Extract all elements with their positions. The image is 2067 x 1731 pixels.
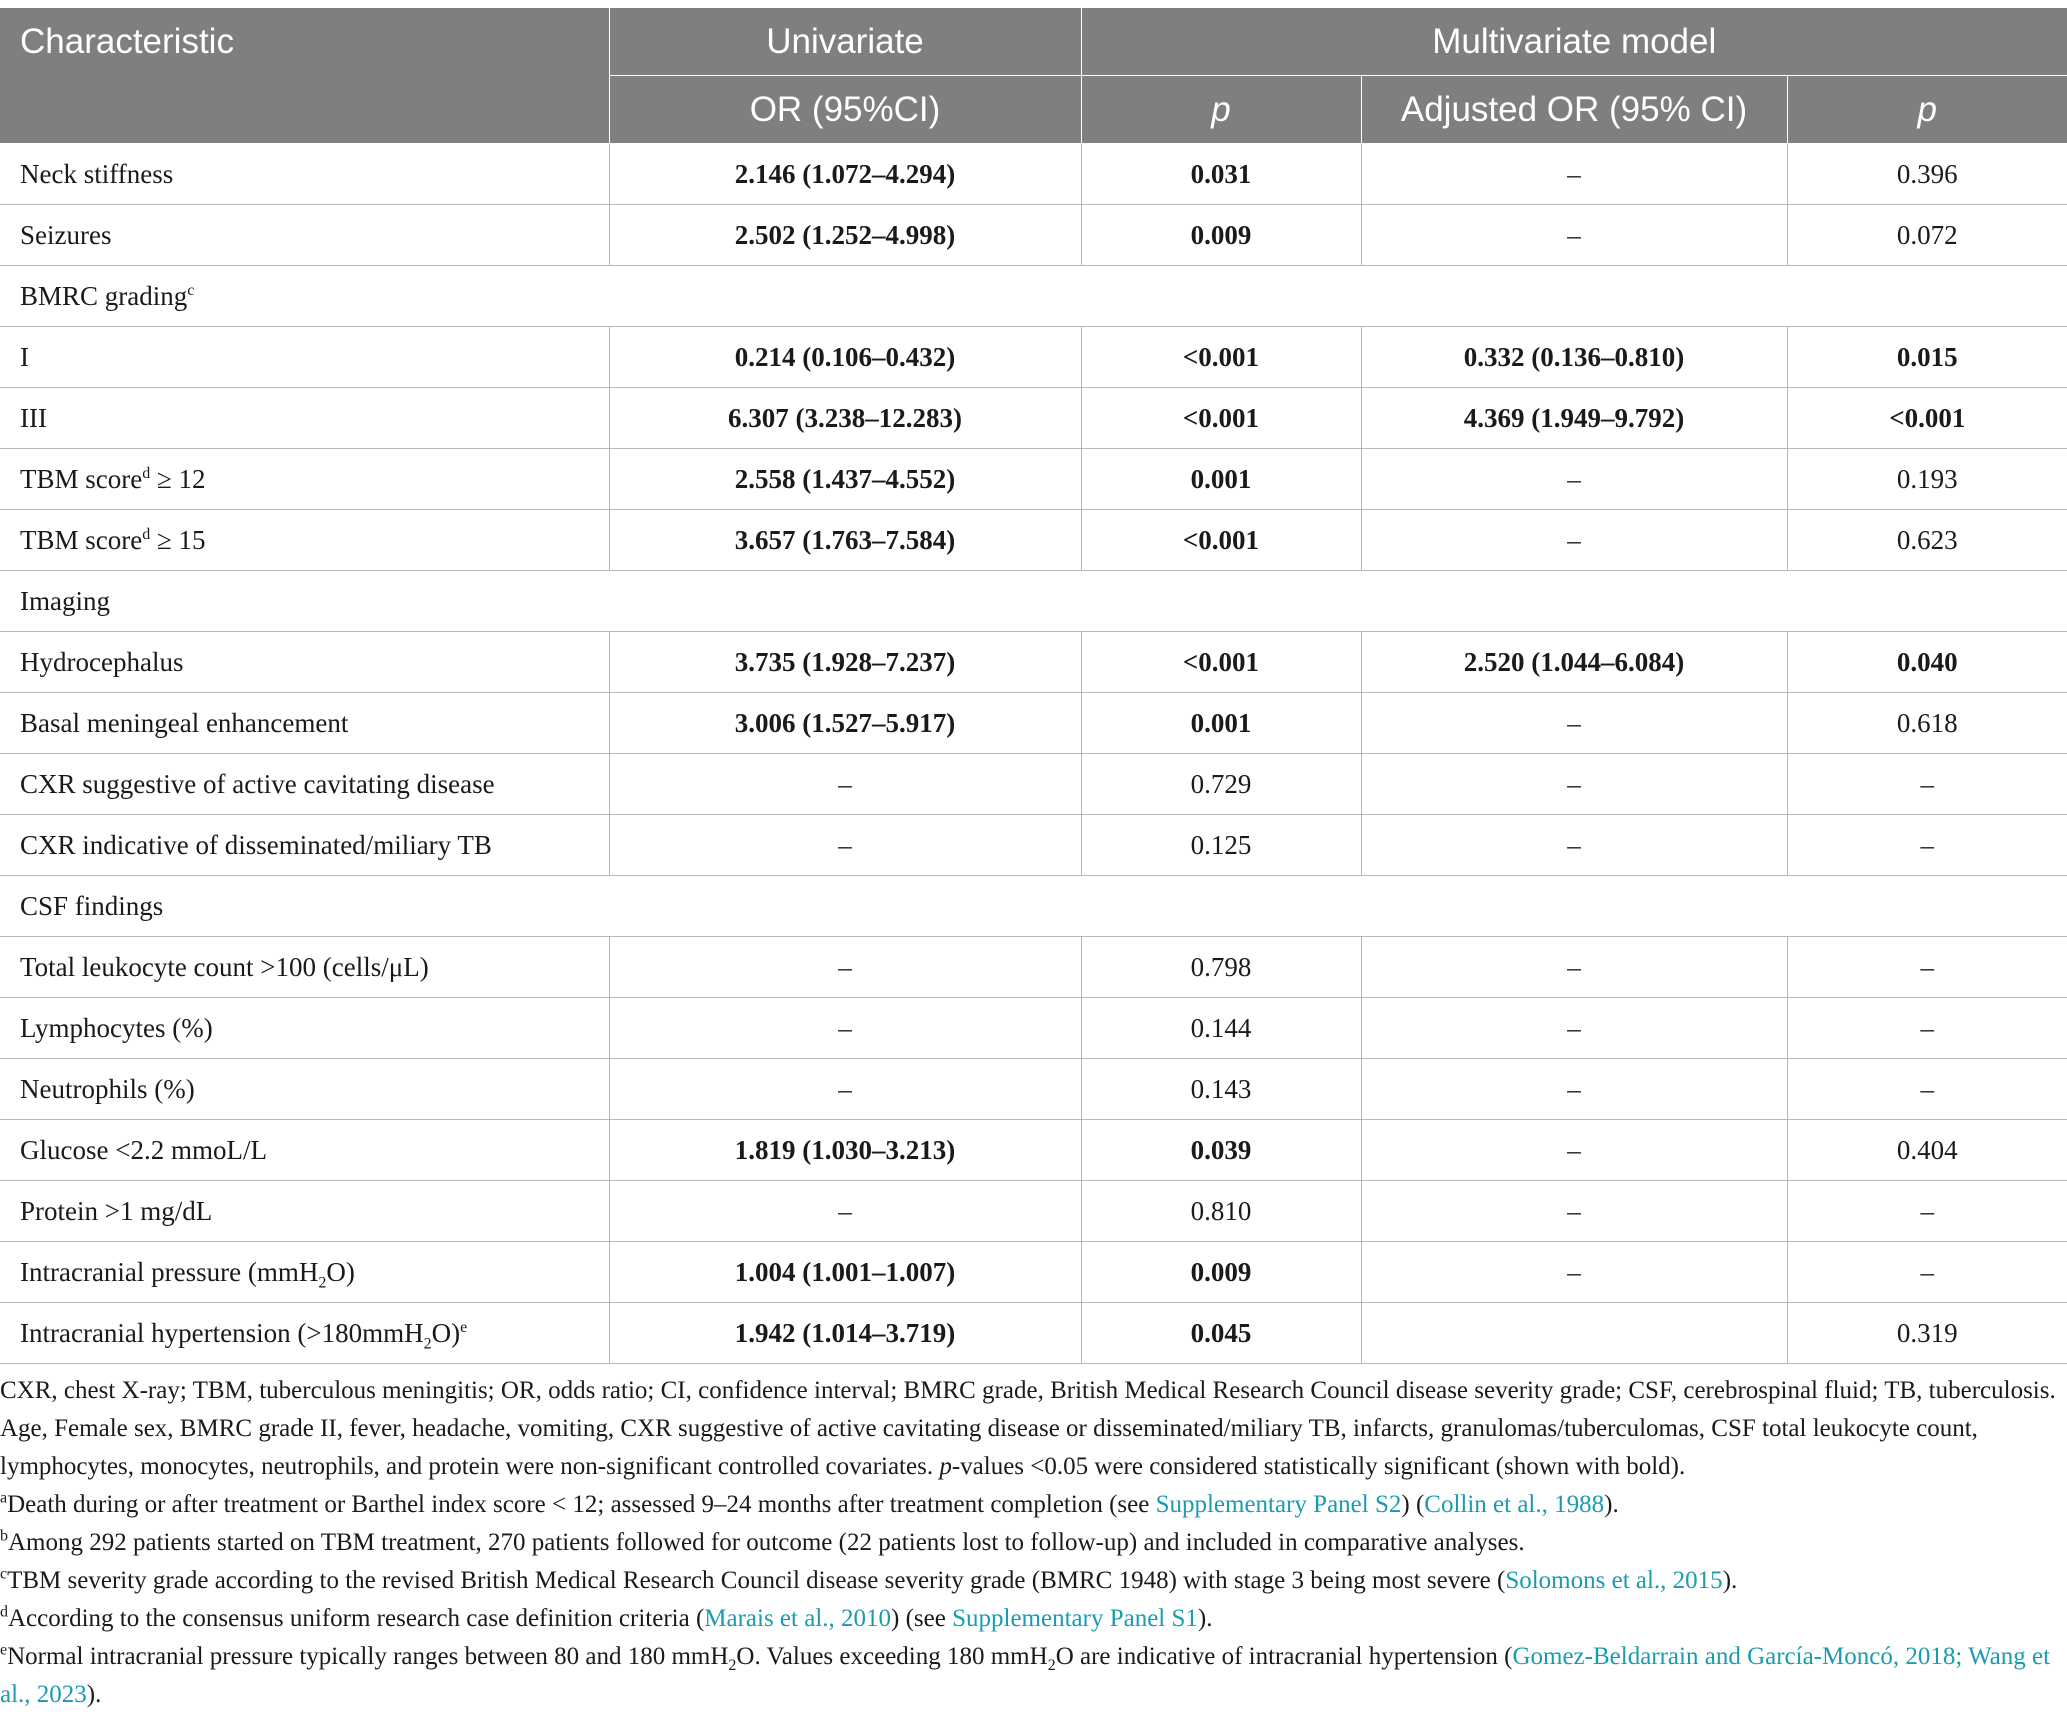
table-row	[0, 205, 2067, 266]
footnote-d-end: ).	[1197, 1605, 1213, 1632]
header-multivariate: Multivariate model	[1081, 8, 2067, 76]
table-row	[0, 449, 2067, 510]
row-label-text: Lymphocytes (%)	[20, 1012, 213, 1043]
cell-p: 0.143	[1081, 1059, 1361, 1120]
footnote-e-text3: O are indicative of intracranial hypertension (	[1055, 1643, 1513, 1670]
footnote-c	[0, 1562, 2060, 1600]
row-label-text-post: O)	[326, 1256, 355, 1287]
table-row	[0, 510, 2067, 571]
footnote-e-sub2: 2	[1047, 1657, 1056, 1674]
table-row	[0, 1059, 2067, 1120]
cell-p-adjusted: –	[1787, 998, 2067, 1059]
cell-adjusted-or: –	[1361, 1120, 1787, 1181]
footnote-d-marker: d	[0, 1603, 8, 1621]
cell-p: 0.810	[1081, 1181, 1361, 1242]
cell-or-ci: –	[609, 937, 1081, 998]
row-label	[0, 693, 609, 754]
cell-p-adjusted: 0.623	[1787, 510, 2067, 571]
cell-p: 0.001	[1081, 449, 1361, 510]
cell-adjusted-or: 2.520 (1.044–6.084)	[1361, 632, 1787, 693]
header-p-adjusted	[1787, 76, 2067, 144]
row-label-subscript: 2	[423, 1334, 432, 1352]
cell-or-ci: –	[609, 1181, 1081, 1242]
cell-p: <0.001	[1081, 388, 1361, 449]
section-label-text: BMRC grading	[20, 280, 188, 311]
cell-p-adjusted: –	[1787, 815, 2067, 876]
cell-or-ci: 3.735 (1.928–7.237)	[609, 632, 1081, 693]
cell-p-adjusted: –	[1787, 754, 2067, 815]
footnote-abbreviations	[0, 1372, 2060, 1486]
row-label-footnote-marker: d	[142, 525, 151, 543]
row-label-text: III	[20, 402, 47, 433]
table-row	[0, 754, 2067, 815]
row-label-text-post: O)	[431, 1317, 461, 1348]
cell-or-ci: –	[609, 754, 1081, 815]
row-label-text: Intracranial pressure (mmH	[20, 1256, 319, 1287]
link-marais-2010[interactable]: Marais et al., 2010	[704, 1605, 892, 1632]
cell-adjusted-or: 0.332 (0.136–0.810)	[1361, 327, 1787, 388]
cell-p: 0.729	[1081, 754, 1361, 815]
cell-p: 0.009	[1081, 1242, 1361, 1303]
cell-p: <0.001	[1081, 632, 1361, 693]
cell-p-adjusted: 0.072	[1787, 205, 2067, 266]
row-label-text: TBM score	[20, 463, 143, 494]
cell-or-ci: –	[609, 998, 1081, 1059]
footnote-d	[0, 1600, 2060, 1638]
cell-adjusted-or: –	[1361, 1059, 1787, 1120]
header-p2-label: p	[1917, 89, 1937, 129]
row-label-text: TBM score	[20, 524, 143, 555]
cell-p-adjusted: 0.319	[1787, 1303, 2067, 1364]
row-label-text: Protein >1 mg/dL	[20, 1195, 213, 1226]
header-p-label: p	[1211, 89, 1231, 129]
footnote-a-text: Death during or after treatment or Barthel index score < 12; assessed 9–24 months after treatment completion (see	[7, 1491, 1156, 1518]
footnote-c-end: ).	[1722, 1567, 1738, 1594]
row-label	[0, 1059, 609, 1120]
cell-or-ci: 3.657 (1.763–7.584)	[609, 510, 1081, 571]
link-collin-1988[interactable]: Collin et al., 1988	[1424, 1491, 1605, 1518]
row-label-text: Hydrocephalus	[20, 646, 184, 677]
cell-adjusted-or	[1361, 1303, 1787, 1364]
row-label-text-post: ≥ 15	[150, 524, 206, 555]
table-row	[0, 144, 2067, 205]
cell-adjusted-or: –	[1361, 998, 1787, 1059]
row-label-subscript: 2	[318, 1273, 327, 1291]
table-row	[0, 1303, 2067, 1364]
row-label-text: I	[20, 341, 29, 372]
row-label-text: Intracranial hypertension (>180mmH	[20, 1317, 424, 1348]
table-row	[0, 693, 2067, 754]
cell-adjusted-or: –	[1361, 1181, 1787, 1242]
row-label	[0, 754, 609, 815]
cell-p: 0.001	[1081, 693, 1361, 754]
table-body	[0, 144, 2067, 1364]
row-label	[0, 815, 609, 876]
cell-adjusted-or: 4.369 (1.949–9.792)	[1361, 388, 1787, 449]
section-label	[0, 571, 2067, 632]
cell-or-ci: 6.307 (3.238–12.283)	[609, 388, 1081, 449]
results-table	[0, 8, 2067, 1364]
footnote-a-marker: a	[0, 1489, 8, 1507]
footnote-a	[0, 1486, 2060, 1524]
section-label	[0, 876, 2067, 937]
cell-or-ci: 2.502 (1.252–4.998)	[609, 205, 1081, 266]
cell-p-adjusted: 0.404	[1787, 1120, 2067, 1181]
table-header	[0, 8, 2067, 144]
cell-p-adjusted: 0.193	[1787, 449, 2067, 510]
cell-p: 0.798	[1081, 937, 1361, 998]
footnote-b-marker: b	[0, 1527, 8, 1545]
table-footnotes	[0, 1372, 2060, 1714]
cell-p-adjusted: –	[1787, 1181, 2067, 1242]
header-univariate: Univariate	[609, 8, 1081, 76]
row-label	[0, 1303, 609, 1364]
row-label	[0, 205, 609, 266]
header-adjusted-or: Adjusted OR (95% CI)	[1361, 76, 1787, 144]
table-row	[0, 1181, 2067, 1242]
link-solomons-2015[interactable]: Solomons et al., 2015	[1505, 1567, 1723, 1594]
cell-p: <0.001	[1081, 510, 1361, 571]
footnote-a-end: ).	[1604, 1491, 1619, 1518]
cell-p: 0.125	[1081, 815, 1361, 876]
row-label	[0, 937, 609, 998]
cell-or-ci: 3.006 (1.527–5.917)	[609, 693, 1081, 754]
row-label	[0, 510, 609, 571]
row-label	[0, 327, 609, 388]
cell-or-ci: 1.819 (1.030–3.213)	[609, 1120, 1081, 1181]
link-gomez-wang[interactable]: Gomez-Beldarrain and García-Moncó, 2018; Wang et al., 2023	[0, 1643, 2051, 1708]
footnote-e-marker: e	[0, 1641, 8, 1659]
cell-p: 0.031	[1081, 144, 1361, 205]
footnote-a-mid: ) (	[1401, 1491, 1425, 1518]
cell-adjusted-or: –	[1361, 815, 1787, 876]
row-label	[0, 1242, 609, 1303]
table-row	[0, 815, 2067, 876]
row-label-text: Total leukocyte count >100 (cells/μL)	[20, 951, 429, 982]
cell-p-adjusted: 0.015	[1787, 327, 2067, 388]
cell-adjusted-or: –	[1361, 205, 1787, 266]
row-label	[0, 632, 609, 693]
cell-p-adjusted: –	[1787, 1242, 2067, 1303]
cell-adjusted-or: –	[1361, 510, 1787, 571]
row-label-text: CXR indicative of disseminated/miliary TB	[20, 829, 492, 860]
row-label-footnote-marker: e	[460, 1318, 468, 1336]
cell-or-ci: 1.004 (1.001–1.007)	[609, 1242, 1081, 1303]
footnote-main-text: CXR, chest X-ray; TBM, tuberculous meningitis; OR, odds ratio; CI, confidence interval; BMRC grade, British Medical Research Council disease severity grade; CSF, cerebrospinal fluid; TB, tuberculosis. Age, Female sex, BMRC grade II, fever, headache, vomiting, CXR suggestive of active cavitating disease or disseminated/miliary TB, infarcts, granulomas/tuberculomas, CSF total leukocyte count, lymphocytes, monocytes, neutrophils, and protein were non-significant controlled covariates.	[0, 1377, 2056, 1480]
cell-p: 0.039	[1081, 1120, 1361, 1181]
footnote-e-sub1: 2	[728, 1657, 737, 1674]
header-p	[1081, 76, 1361, 144]
cell-p: 0.144	[1081, 998, 1361, 1059]
cell-adjusted-or: –	[1361, 754, 1787, 815]
footnote-e-text1: Normal intracranial pressure typically ranges between 80 and 180 mmH	[7, 1643, 729, 1670]
footnote-e-end: ).	[86, 1681, 102, 1708]
cell-p-adjusted: –	[1787, 1059, 2067, 1120]
row-label	[0, 1120, 609, 1181]
link-supplementary-panel-s1[interactable]: Supplementary Panel S1	[952, 1605, 1198, 1632]
cell-adjusted-or: –	[1361, 937, 1787, 998]
cell-or-ci: 2.558 (1.437–4.552)	[609, 449, 1081, 510]
cell-or-ci: –	[609, 815, 1081, 876]
footnote-main-tail: -values <0.05 were considered statistically significant (shown with bold).	[951, 1453, 1686, 1480]
section-row	[0, 266, 2067, 327]
row-label-text: Glucose <2.2 mmoL/L	[20, 1134, 267, 1165]
row-label-text-post: ≥ 12	[150, 463, 206, 494]
footnote-e-text2: O. Values exceeding 180 mmH	[736, 1643, 1048, 1670]
table-row	[0, 1120, 2067, 1181]
cell-adjusted-or: –	[1361, 1242, 1787, 1303]
footnote-d-text: According to the consensus uniform research case definition criteria (	[8, 1605, 705, 1632]
footnote-b	[0, 1524, 2060, 1562]
table-row	[0, 937, 2067, 998]
row-label-footnote-marker: d	[142, 464, 151, 482]
table-row	[0, 632, 2067, 693]
cell-adjusted-or: –	[1361, 693, 1787, 754]
cell-or-ci: 1.942 (1.014–3.719)	[609, 1303, 1081, 1364]
cell-p-adjusted: <0.001	[1787, 388, 2067, 449]
section-footnote-marker: c	[187, 281, 195, 299]
footnote-b-text: Among 292 patients started on TBM treatment, 270 patients followed for outcome (22 patients lost to follow-up) and included in comparative analyses.	[8, 1529, 1525, 1556]
row-label	[0, 388, 609, 449]
cell-p: 0.045	[1081, 1303, 1361, 1364]
cell-adjusted-or: –	[1361, 144, 1787, 205]
footnote-d-mid: ) (see	[891, 1605, 953, 1632]
cell-p-adjusted: –	[1787, 937, 2067, 998]
section-row	[0, 876, 2067, 937]
footnote-e	[0, 1638, 2060, 1714]
table-row	[0, 998, 2067, 1059]
cell-p-adjusted: 0.040	[1787, 632, 2067, 693]
row-label	[0, 1181, 609, 1242]
row-label	[0, 998, 609, 1059]
table-row	[0, 327, 2067, 388]
cell-or-ci: 0.214 (0.106–0.432)	[609, 327, 1081, 388]
footnote-c-text: TBM severity grade according to the revised British Medical Research Council disease severity grade (BMRC 1948) with stage 3 being most severe (	[7, 1567, 1506, 1594]
table-container	[0, 8, 2067, 1364]
cell-or-ci: –	[609, 1059, 1081, 1120]
row-label	[0, 144, 609, 205]
footnote-main-italic: p	[939, 1453, 952, 1480]
row-label-text: Neck stiffness	[20, 158, 174, 189]
section-label	[0, 266, 2067, 327]
section-label-text: Imaging	[20, 585, 110, 616]
cell-p-adjusted: 0.618	[1787, 693, 2067, 754]
section-row	[0, 571, 2067, 632]
table-row	[0, 388, 2067, 449]
link-supplementary-panel-s2[interactable]: Supplementary Panel S2	[1155, 1491, 1402, 1518]
section-label-text: CSF findings	[20, 890, 164, 921]
row-label	[0, 449, 609, 510]
row-label-text: Basal meningeal enhancement	[20, 707, 349, 738]
footnote-c-marker: c	[0, 1565, 8, 1583]
cell-p: <0.001	[1081, 327, 1361, 388]
row-label-text: Neutrophils (%)	[20, 1073, 195, 1104]
cell-p-adjusted: 0.396	[1787, 144, 2067, 205]
row-label-text: CXR suggestive of active cavitating disease	[20, 768, 495, 799]
header-characteristic: Characteristic	[0, 8, 609, 144]
header-or-ci: OR (95%CI)	[609, 76, 1081, 144]
cell-p: 0.009	[1081, 205, 1361, 266]
cell-adjusted-or: –	[1361, 449, 1787, 510]
cell-or-ci: 2.146 (1.072–4.294)	[609, 144, 1081, 205]
row-label-text: Seizures	[20, 219, 112, 250]
table-row	[0, 1242, 2067, 1303]
